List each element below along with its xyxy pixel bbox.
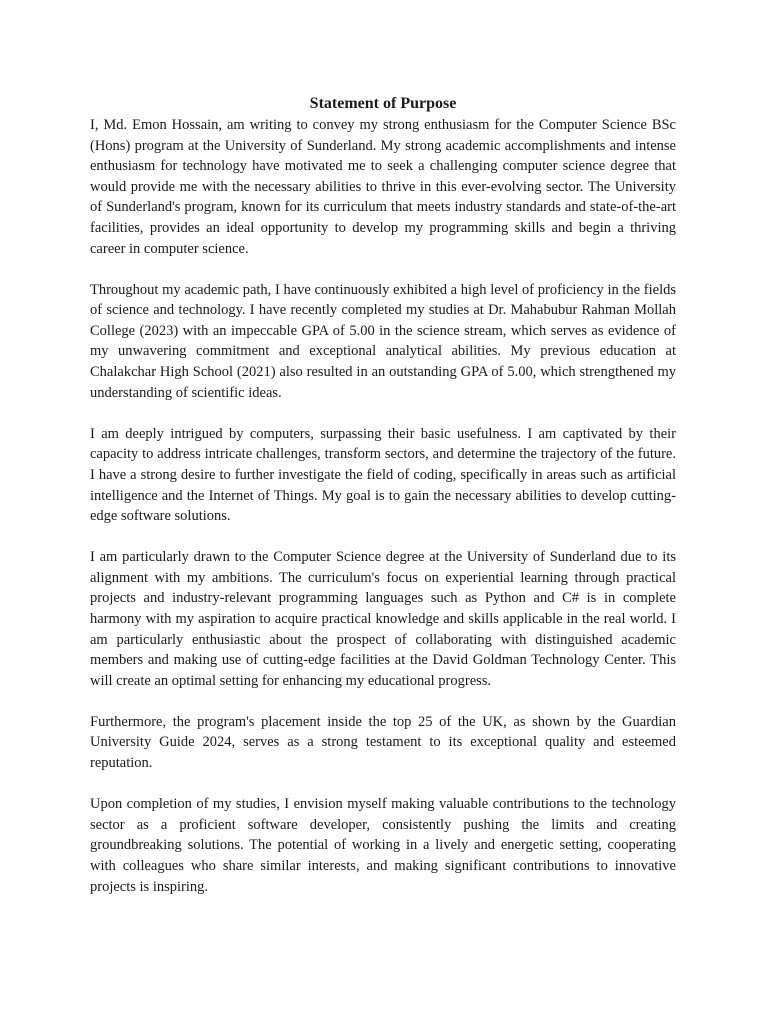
document-title: Statement of Purpose xyxy=(309,95,457,112)
paragraph-program-ranking: Furthermore, the program's placement inside the top 25 of the UK, as shown by the Guardian University Guide 2024, serves as a strong testament to its exceptional quality and esteemed reputation. xyxy=(90,713,676,772)
paragraph-program-fit: I am particularly drawn to the Computer Science degree at the University of Sunderland due to its alignment with my ambitions. The curriculum's focus on experiential learning through practical projects and industry-relevant programming languages such as Python and C# is in complete harmony with my aspiration to acquire practical knowledge and skills applicable in the real world. I am particularly enthusiastic about the prospect of collaborating with distinguished academic members and making use of cutting-edge facilities at the David Goldman Technology Center. This will create an optimal setting for enhancing my educational progress. xyxy=(90,549,676,689)
paragraph-academic-background: Throughout my academic path, I have continuously exhibited a high level of proficiency in the fields of science and technology. I have recently completed my studies at Dr. Mahabubur Rahman Mollah College (2023) with an impeccable GPA of 5.00 in the science stream, which serves as evidence of my unwavering commitment and exceptional analytical abilities. My previous education at Chalakchar High School (2021) also resulted in an outstanding GPA of 5.00, which strengthened my understanding of scientific ideas. xyxy=(90,281,676,401)
paragraph-introduction: I, Md. Emon Hossain, am writing to convey my strong enthusiasm for the Computer Science BSc (Hons) program at the University of Sunderland. My strong academic accomplishments and intense enthusiasm for technology have motivated me to seek a challenging computer science degree that would provide me with the necessary abilities to thrive in this ever-evolving sector. The University of Sunderland's program, known for its curriculum that meets industry standards and state-of-the-art facilities, provides an ideal opportunity to develop my programming skills and begin a thriving career in computer science. xyxy=(90,117,676,257)
document-page xyxy=(90,93,676,897)
paragraph-interest-in-computing: I am deeply intrigued by computers, surpassing their basic usefulness. I am captivated by their capacity to address intricate challenges, transform sectors, and determine the trajectory of the future. I have a strong desire to further investigate the field of coding, specifically in areas such as artificial intelligence and the Internet of Things. My goal is to gain the necessary abilities to develop cutting-edge software solutions. xyxy=(90,425,676,525)
paragraph-future-goals: Upon completion of my studies, I envision myself making valuable contributions to the technology sector as a proficient software developer, consistently pushing the limits and creating groundbreaking solutions. The potential of working in a lively and energetic setting, cooperating with colleagues who share similar interests, and making significant contributions to innovative projects is inspiring. xyxy=(90,796,676,895)
